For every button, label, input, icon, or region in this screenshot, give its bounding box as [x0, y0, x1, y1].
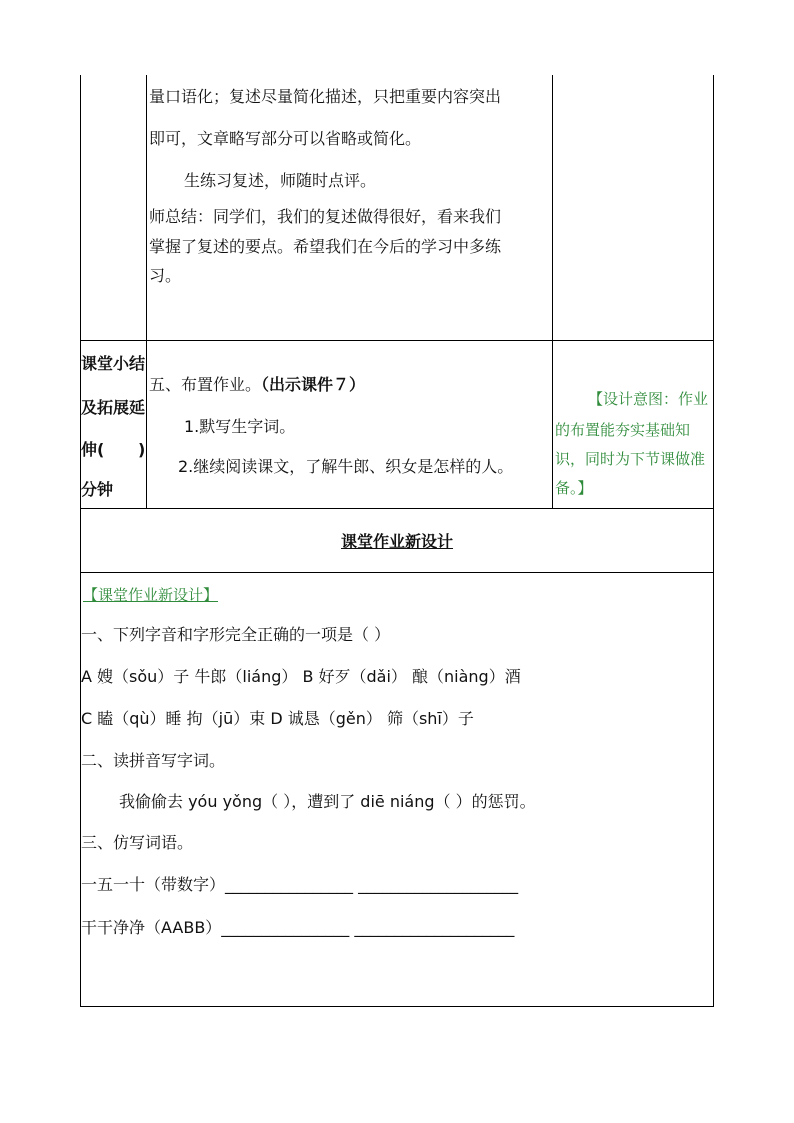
column-divider-1 — [146, 75, 147, 508]
summary-label-line-3: 伸( — [81, 440, 105, 459]
continued-line-4: 师总结：同学们，我们的复述做得很好，看来我们 — [149, 207, 502, 226]
continued-line-2: 即可，文章略写部分可以省略或简化。 — [149, 129, 422, 148]
continued-line-5: 掌握了复述的要点。希望我们在今后的学习中多练 — [149, 237, 502, 256]
continued-line-6: 习。 — [149, 266, 182, 285]
table-left-border — [80, 75, 81, 1007]
continued-line-3: 生练习复述，师随时点评。 — [184, 171, 377, 190]
summary-label-line-4: 分钟 — [81, 480, 114, 499]
section-title: 课堂作业新设计 — [341, 532, 454, 551]
question-2-sentence: 我偷偷去 yóu yǒng（ ），遭到了 diē niáng（ ）的惩罚。 — [119, 792, 536, 811]
question-1-stem: 一、下列字音和字形完全正确的一项是（ ） — [81, 625, 391, 644]
homework-heading-courseware: （出示课件７） — [261, 375, 366, 394]
homework-heading — [149, 375, 365, 395]
question-1-options-row-2: C 瞌（qù）睡 拘（jū）束 D 诚恳（gěn） 筛（shī）子 — [81, 709, 474, 728]
homework-item-1: 1.默写生字词。 — [184, 417, 296, 436]
design-note-line-3: 识，同时为下节课做准 — [555, 450, 706, 468]
design-note-line-1: 【设计意图：作业 — [588, 390, 709, 408]
homework-item-2: 2.继续阅读课文，了解牛郎、织女是怎样的人。 — [178, 457, 514, 476]
question-3-stem: 三、仿写词语。 — [81, 833, 194, 852]
row-divider-2 — [80, 508, 714, 509]
question-3-row-1: 一五一十（带数字）________________ ____________________ — [81, 875, 519, 894]
homework-heading-text: 五、布置作业。 — [149, 375, 262, 394]
table-bottom-border — [80, 1006, 714, 1007]
section-tag: 【课堂作业新设计】 — [83, 586, 219, 604]
question-3-row-2: 干干净净（AABB）________________ ____________________ — [81, 918, 515, 937]
question-1-options-row-1: A 嫂（sǒu）子 牛郎（liáng） B 好歹（dǎi） 酿（niàng）酒 — [81, 667, 521, 686]
design-note-line-2: 的布置能夯实基础知 — [555, 421, 691, 439]
question-2-stem: 二、读拼音写字词。 — [81, 751, 226, 770]
row-divider-3 — [80, 572, 714, 573]
column-divider-2 — [552, 75, 553, 508]
continued-line-1: 量口语化；复述尽量简化描述，只把重要内容突出 — [149, 87, 502, 106]
summary-label-line-1: 课堂小结 — [81, 354, 146, 373]
table-right-border — [713, 75, 714, 1007]
row-divider-1 — [80, 340, 714, 341]
summary-label-paren-close: ) — [138, 440, 146, 459]
design-note-line-4: 备。】 — [555, 479, 593, 497]
summary-label-line-2: 及拓展延 — [81, 398, 146, 417]
